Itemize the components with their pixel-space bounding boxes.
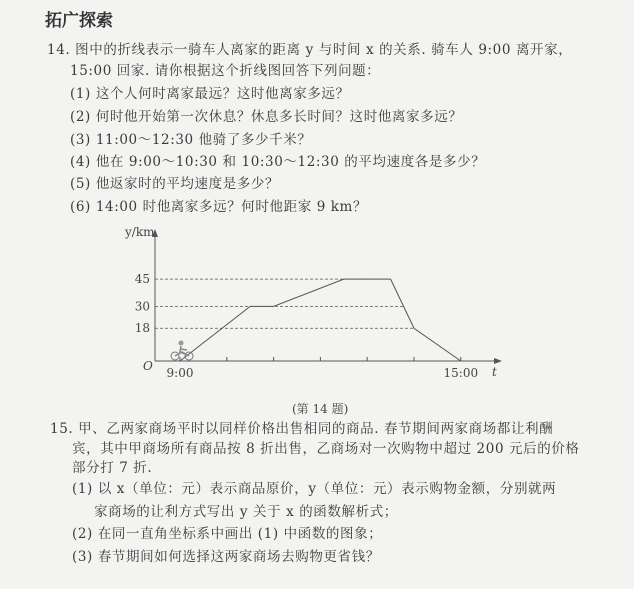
y-tick-label: 30 — [134, 299, 150, 314]
x-tick-label: 15:00 — [443, 366, 479, 380]
figure-caption: (第 14 题) — [292, 402, 349, 416]
q15-line: 宾，其中甲商场所有商品按 8 折出售，乙商场对一次购物中超过 200 元后的价格 — [72, 441, 580, 457]
section-title: 拓广探索 — [45, 11, 113, 31]
distance-line — [180, 279, 461, 361]
y-tick-label: 18 — [134, 321, 150, 336]
x-axis-label: t — [492, 365, 497, 379]
q14-subquestion: (4) 他在 9:00～10:30 和 10:30～12:30 的平均速度各是多少？ — [70, 154, 486, 170]
x-axis-arrow — [494, 358, 502, 364]
origin-label: O — [143, 359, 153, 373]
q15-subquestion: (2) 在同一直角坐标系中画出 (1) 中函数的图象； — [72, 526, 383, 542]
q15-subquestion: 家商场的让利方式写出 y 关于 x 的函数解析式； — [94, 504, 398, 520]
q14-line: 14. 图中的折线表示一骑车人离家的距离 y 与时间 x 的关系. 骑车人 9:00 离开家， — [47, 42, 573, 58]
q14-subquestion: (1) 这个人何时离家最远？这时他离家多远？ — [70, 86, 350, 102]
q15-line: 部分打 7 折. — [72, 460, 153, 476]
cyclist-icon — [171, 341, 193, 361]
y-axis-label: y/km — [125, 225, 155, 239]
q14-subquestion: (3) 11:00～12:30 他骑了多少千米？ — [70, 132, 312, 148]
x-tick-label: 9:00 — [166, 366, 194, 380]
q15-subquestion: (1) 以 x（单位：元）表示商品原价，y（单位：元）表示购物金额，分别就两 — [72, 481, 557, 497]
q14-subquestion: (5) 他返家时的平均速度是多少？ — [70, 176, 280, 192]
y-tick-label: 45 — [134, 272, 150, 287]
q15-subquestion: (3) 春节期间如何选择这两家商场去购物更省钱？ — [72, 549, 380, 565]
q14-line: 15:00 回家. 请你根据这个折线图回答下列问题： — [70, 63, 381, 79]
q14-subquestion: (6) 14:00 时他离家多远？何时他距家 9 km？ — [70, 199, 368, 215]
q15-line: 15. 甲、乙两家商场平时以同样价格出售相同的商品. 春节期间两家商场都让利酬 — [50, 421, 554, 437]
q14-subquestion: (2) 何时他开始第一次休息？休息多长时间？这时他离家多远？ — [70, 109, 463, 125]
